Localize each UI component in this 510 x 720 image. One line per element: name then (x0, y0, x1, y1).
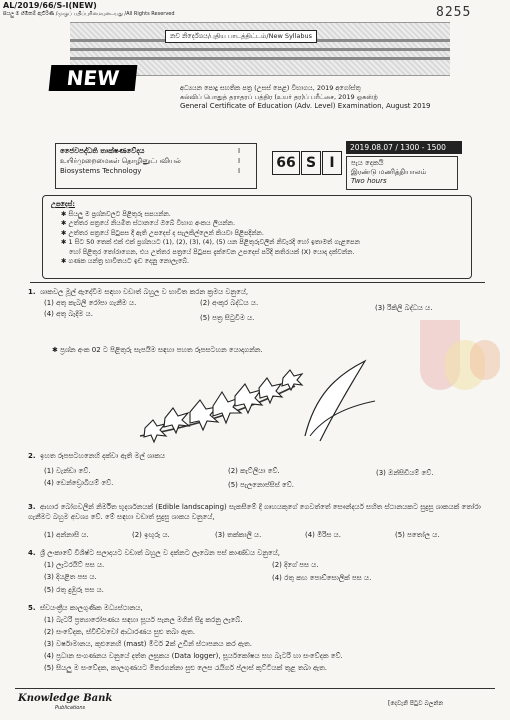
next-page-note: [දෙවැනි පිටුව බලන්න (388, 700, 444, 707)
question-number: 1. (28, 288, 36, 296)
orchid-figure (135, 356, 385, 446)
option: (4) අතු බැදීම ය. (44, 310, 93, 318)
option: (3) ඔන්සිඩියම් වේ. (376, 469, 434, 477)
subject-code-part: I (322, 151, 342, 175)
option: (5) පතෝල ය. (395, 531, 440, 539)
instructions-heading: උපදෙස්: (51, 200, 75, 208)
option: (5) පත්‍ර සිටුවීම ය. (200, 314, 255, 322)
duration-si: පැය දෙකයි (351, 159, 384, 167)
option: (1) බැටරි ප්‍රත්‍යාරෝපණය සඳහා සූර්ය පැනල මගින් සිදු කරනු ලැබේ. (44, 616, 243, 624)
question-3: 3. ආහාර බෝගවලින් නිර්මිත භූදර්ශනයක් (Edible landscaping) සැකසීමේ දී ගෘහයකුගේ ගෙවත්තේ සෞන්දර්ය සහිත ස්ථානයකට සුදුසු ශාකයක් තෝරා ගැනීමට බහුම අවශ්‍ය වේ. මේ සඳහා වඩාත් සුදුසු ශාකය වනුයේ, (28, 503, 481, 521)
subject-part: I (238, 157, 241, 165)
option: (3) වර්ෂාමානය, කුළුනෙහි (mast) මීටර් 2ක් උඩින් ස්ථාපනය කර ඇත. (44, 640, 252, 648)
orchid-leaf (305, 361, 365, 441)
duration-en: Two hours (351, 177, 387, 185)
duration-box (346, 156, 458, 190)
option: (5) පැලනොප්සිස් වේ. (228, 481, 294, 489)
option: (4) රතු කහ පොඩ්සොලික් පස ය. (272, 574, 372, 582)
subject-en: Biosystems Technology (60, 167, 142, 175)
option: (2) දිගේ පස ය. (272, 561, 319, 569)
option: (1) වැන්ඩා වේ. (44, 467, 91, 475)
instruction-item: ✱ ගණක යන්ත්‍ර භාවිතයට ඉඩ දෙනු නොලැබේ. (61, 257, 190, 265)
orchid-flower (282, 370, 302, 390)
instructions-box (42, 195, 472, 279)
subject-box (55, 143, 257, 189)
watermark-shape (470, 340, 500, 380)
banner-stripe (70, 57, 450, 60)
subject-part: I (238, 147, 241, 155)
exam-title-ta: கல்விப் பொதுத் தராதரப் பத்திர (உயர் தர)ப் பரீட்சை, 2019 ஓகஸ்ற் (180, 93, 378, 101)
subject-code-s: S (301, 151, 321, 175)
exam-title-block (180, 84, 431, 111)
footer-line (15, 688, 495, 689)
option: (1) අන්නාසි ය. (44, 531, 89, 539)
exam-title-en: General Certificate of Education (Adv. Level) Examination, August 2019 (180, 102, 431, 110)
instruction-item-continued: හෝ පිළිතුර තෝරාගෙන, එය උත්තර පත්‍රයේ පිටුපස දැක්වෙන උපදෙස් පරිදි කතිරයක් (X) යොදා දක්වන්න. (69, 247, 355, 256)
option: (3) රිකිලි බද්ධය ය. (375, 304, 433, 312)
option: (2) අංකුර බද්ධය ය. (200, 299, 259, 307)
option: (5) සියලු ම සංවේදක, කාලගුණයට මිතරගන්නා සුළු ලෙස රැයිගර් ප්ලාස් කුට්ටියක් තුළ තබා ඇත. (44, 664, 328, 672)
option: (2) සංවේදක, ස්විච්චවෝ ආධාරණය සුළු තබා ඇත. (44, 628, 195, 636)
scan-number: 8255 (436, 5, 472, 20)
instruction-item: ✱ 1 සිට 50 තෙක් එක් එක් ප්‍රශ්නයට (1), (2), (3), (4), (5) යන පිළිතුරුවලින් නිවැරදි හෝ ඉතාමත් ගැළපෙන (61, 238, 360, 246)
paper-code: AL/2019/66/S-I(NEW) (3, 1, 97, 10)
subject-code-number: 66 (272, 151, 300, 175)
question-5: 5. ස්වයංක්‍රීය කාලගුණික මධ්‍යස්ථානය, (28, 604, 143, 612)
option: (4) මිරිස ය. (305, 531, 341, 539)
exam-date-time: 2019.08.07 / 1300 - 1500 (346, 141, 462, 154)
question-4: 4. ශ්‍රී ලංකාවේ විශිෂ්ට සලාදයට වඩාත් බහුල ව දක්නට ලැබෙන පස් කාණ්ඩය වනුයේ, (28, 549, 280, 557)
orchid-flower (235, 384, 262, 413)
exam-title-si: අධ්‍යයන පොදු සහතික පත්‍ර (උසස් පෙළ) විභාගය, 2019 අගෝස්තු (180, 84, 361, 92)
syllabus-title: නව නිර්දේශය/புதிய பாடத்திட்டம்/New Syllabus (165, 30, 317, 43)
option: (3) තක්කාලි ය. (215, 531, 262, 539)
duration-ta: இரண்டு மணித்தியாலம் (351, 168, 427, 176)
instruction-item: ✱ උත්තර පත්‍රයේ පිටුපස දී ඇති උපදෙස් ද සැලකිල්ලෙන් කියවා පිළිපදින්න. (61, 228, 264, 237)
new-logo: NEW (49, 65, 138, 91)
option: (2) ඉඟුරු ය. (132, 531, 170, 539)
instruction-item: ✱ සියලු ම ප්‍රශ්නවලට පිළිතුරු සපයන්න. (61, 209, 171, 218)
instruction-item: ✱ උත්තර පත්‍රයේ නියමිත ස්ථානයේ ඔබේ විභාග අංකය ලියන්න. (61, 219, 236, 227)
option: (2) කැට්ලියා වේ. (228, 467, 280, 475)
publisher-sub: Publications (55, 705, 86, 711)
separator-line (30, 282, 485, 283)
question-1 (28, 287, 488, 297)
rights-note: සියලු ම හිමිකම් ඇවිරිණි /முழுப் பதிப்புரிமையுடையது /All Rights Reserved (3, 11, 175, 17)
question-stem: ශාකවල මූල් ඇදේවීම සඳහා වඩාත් බහුල ව භාවිත කරන ක්‍රමය වනුයේ, (39, 288, 249, 296)
orchid-flower (164, 408, 189, 433)
question-2: 2. ඉහත රූපසටහනෙහි දක්වා ඇති මල් ශාකය (28, 452, 166, 460)
option: (4) ඩෙන්ඩ්‍රොබියම් වේ. (44, 479, 114, 487)
option: (3) දියළිත පස ය. (44, 573, 97, 581)
subject-part-column (238, 146, 240, 176)
subject-part: I (238, 167, 241, 175)
option: (5) රතු දුඹුරු පස ය. (44, 586, 104, 594)
option: (4) ප්‍රධාන සංගණනය වනුයේ දත්ත ලඝුකය (Data logger), සූර්යකෝෂය සහ බැටරි හා සංවේදක වේ. (44, 652, 343, 660)
subject-si: ජෛවපද්ධති තාක්ෂණවේදය (60, 147, 145, 155)
figure-instruction: ✱ ප්‍රශ්න අංක 02 ට පිළිතුරු සැපයීම සඳහා පහත රූපසටහන යොදාගන්න. (52, 346, 263, 354)
orchid-flower (259, 378, 282, 403)
publisher-logo: Knowledge Bank (18, 693, 113, 704)
banner-stripe (70, 48, 450, 51)
option: (1) අතු කැබලි රෝපා ගැනීම ය. (44, 299, 137, 307)
option: (1) ලැටරයිට් පස ය. (44, 561, 105, 569)
subject-ta: உயிர்முறைமைகள் தொழினுட்பவியல் (60, 157, 181, 165)
